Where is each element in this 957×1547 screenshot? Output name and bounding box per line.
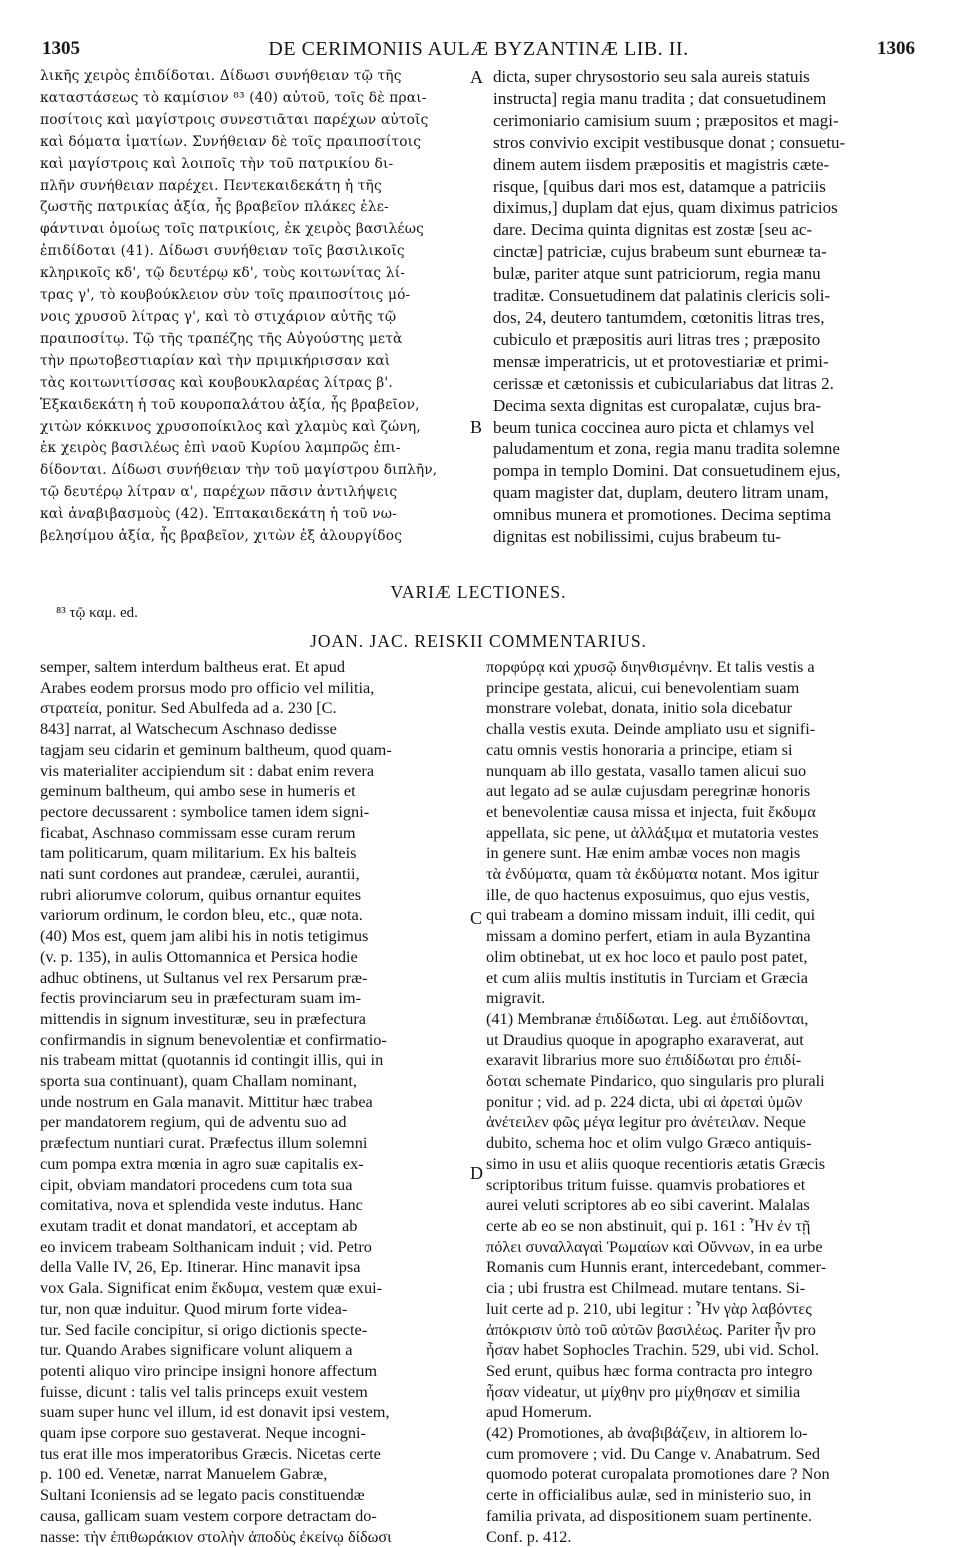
text-line: nati sunt cordones aut prandeæ, cærulei, aurantii, bbox=[40, 864, 360, 884]
text-line: fuisse, dicunt : talis vel talis princeps exuit vestem bbox=[40, 1381, 368, 1401]
text-line: apud Homerum. bbox=[486, 1402, 592, 1422]
text-line: exaravit librarius more suo ἐπιδίδωται pro ἐπιδί- bbox=[486, 1050, 802, 1070]
margin-letter-a: A bbox=[470, 67, 483, 87]
text-line: quam magister dat, duplam, deutero litram unam, bbox=[493, 483, 829, 503]
text-line: τῷ δευτέρῳ λίτραν α', παρέχων πᾶσιν ἀντιλήψεις bbox=[40, 484, 398, 501]
text-line: dos, 24, deutero tantumdem, cœtonitis litras tres, bbox=[493, 307, 825, 327]
commentary-left-column bbox=[40, 657, 484, 1547]
text-line: causa, gallicam suam vestem corpore detractam do- bbox=[40, 1505, 377, 1525]
text-line: ficabat, Aschnaso commissam esse curam rerum bbox=[40, 822, 356, 842]
text-line: per mandatorem regium, qui de adventu suo ad bbox=[40, 1112, 347, 1132]
text-line: principe gestata, alicui, cui benevolentiam suam bbox=[486, 677, 800, 697]
text-line: adhuc obtinens, ut Sultanus vel rex Persarum præ- bbox=[40, 967, 368, 987]
text-line: nunquam ab illo gestata, vasallo tamen alicui suo bbox=[486, 760, 807, 780]
text-line: τὰ ἐνδύματα, quam τὰ ἐκδύματα notant. Mos igitur bbox=[486, 864, 819, 884]
commentary-heading: JOAN. JAC. REISKII COMMENTARIUS. bbox=[310, 631, 647, 651]
text-line: (v. p. 135), in aulis Ottomannica et Persica hodie bbox=[40, 946, 358, 966]
text-line: cerissæ et cætonissis et cubiculariabus dat litras 2. bbox=[493, 373, 834, 393]
text-line: bulæ, pariter atque sunt patriciorum, regia manu bbox=[493, 264, 821, 284]
text-line: ζωστῆς πατρικίας ἀξία, ἧς βραβεῖον πλάκες ἐλε- bbox=[40, 199, 389, 216]
text-line: ponitur ; vid. ad p. 224 dicta, ubi αἱ ἀρεταὶ ὑμῶν bbox=[486, 1091, 803, 1111]
text-line: Sultani Iconiensis ad se legato pacis constituendæ bbox=[40, 1485, 365, 1505]
text-line: Decima sexta dignitas est curopalatæ, cujus bra- bbox=[493, 395, 822, 415]
text-line: ἐκ χειρὸς βασιλέως ἐπὶ ναοῦ Κυρίου λαμπρῶς ἐπι- bbox=[40, 440, 401, 457]
text-line: omnibus munera et promotiones. Decima septima bbox=[493, 505, 832, 525]
text-line: challa vestis exuta. Deinde ampliato usu et signifi- bbox=[486, 719, 816, 739]
text-line: mensæ imperatricis, ut et protovestiariæ et primi- bbox=[493, 351, 829, 371]
text-line: Sed erunt, quibus hæc forma contracta pro integro bbox=[486, 1360, 813, 1380]
text-line: in genere sunt. Hæ enim ambæ voces non magis bbox=[486, 843, 801, 863]
text-line: καὶ ἀναβιβασμοὺς (42). Ἑπτακαιδεκάτη ἡ τοῦ νω- bbox=[40, 506, 397, 523]
text-line: πραιποσίτῳ. Τῷ τῆς τραπέζης τῆς Αὐγούστης μετὰ bbox=[40, 330, 403, 347]
text-line: unde nostrum en Gala manavit. Mittitur hæc trabea bbox=[40, 1091, 373, 1111]
text-line: et cum aliis multis institutis in Turciam et Græcia bbox=[486, 967, 808, 987]
footnote: ⁸³ τῷ καμ. ed. bbox=[56, 605, 138, 621]
running-title: DE CERIMONIIS AULÆ BYZANTINÆ LIB. II. bbox=[268, 38, 689, 60]
page-number-left: 1305 bbox=[42, 38, 80, 59]
text-line: suam super hunc vel illum, id est donavit ipsi vestem, bbox=[40, 1402, 390, 1422]
text-line: cubiculo et præpositis auri litras tres ; præposito bbox=[493, 329, 821, 349]
text-line: tam politicarum, quam militarium. Ex his balteis bbox=[40, 843, 357, 863]
text-line: δίδονται. Δίδωσι συνήθειαν τὴν τοῦ μαγίστρου διπλῆν, bbox=[40, 462, 438, 479]
text-line: simo in usu et aliis quoque recentioris ætatis Græcis bbox=[486, 1153, 826, 1173]
text-line: ἀπόκρισιν ὑπὸ τοῦ αὐτῶν βασιλέως. Pariter ἦν pro bbox=[486, 1319, 816, 1339]
text-line: rubri aliorumve colorum, quibus ornantur equites bbox=[40, 884, 362, 904]
text-line: cinctæ] patriciæ, cujus brabeum sunt eburneæ ta- bbox=[493, 242, 827, 262]
text-line: monstrare volebat, donata, initio sola dicebatur bbox=[486, 698, 793, 718]
text-line: tus erat ille mos imperatoribus Græcis. Nicetas certe bbox=[40, 1443, 381, 1463]
text-line: dinem autem iisdem præpositis et magistris cæte- bbox=[493, 154, 830, 174]
text-line: ut Draudius quoque in apographo exaraverat, aut bbox=[486, 1029, 804, 1049]
text-line: risque, [quibus dari mos est, datamque a patriciis bbox=[493, 176, 826, 196]
text-line: dare. Decima quinta dignitas est zostæ [seu ac- bbox=[493, 220, 813, 240]
text-line: semper, saltem interdum baltheus erat. Et apud bbox=[40, 657, 345, 676]
text-line: aut legato ad se aulæ cujusdam peregrinæ honoris bbox=[486, 781, 811, 801]
text-line: tagjam seu cidarin et geminum baltheum, quod quam- bbox=[40, 739, 392, 759]
text-line: della Valle IV, 26, Ep. Itinerar. Hinc manavit ipsa bbox=[40, 1257, 361, 1277]
text-line: cum promovere ; vid. Du Cange v. Anabatrum. Sed bbox=[486, 1443, 820, 1463]
text-line: καὶ μαγίστροις καὶ λοιποῖς τὴν τοῦ πατρικίου δι- bbox=[40, 155, 394, 172]
text-line: Arabes eodem prorsus modo pro officio vel militia, bbox=[40, 677, 375, 697]
text-line: φάντιναι ὁμοίως τοῖς πατρικίοις, ἐκ χειρὸς βασιλέως bbox=[40, 221, 425, 238]
text-line: καὶ δόματα ἱματίων. Συνήθειαν δὲ τοῖς πραιποσίτοις bbox=[40, 133, 422, 150]
text-line: potenti aliquo viro principe insigni honore affectum bbox=[40, 1360, 378, 1380]
text-line: mittendis in signum investituræ, seu in præfectura bbox=[40, 1008, 367, 1028]
text-line: vox Gala. Significat enim ἔκδυμα, vestem quæ exui- bbox=[40, 1278, 383, 1298]
text-line: nasse: τὴν ἐπιθωράκιον στολὴν ἀποδὺς ἐκείνῳ δίδωσι bbox=[40, 1526, 392, 1546]
text-line: ἀνέτειλεν φῶς μέγα legitur pro ἀνέτειλαν. Neque bbox=[486, 1112, 806, 1132]
text-line: ille, de quo hactenus exposuimus, quo ejus vestis, bbox=[486, 884, 810, 904]
commentary-right-column bbox=[486, 657, 930, 1547]
text-line: pectore decussarent : symbolice tamen idem signi- bbox=[40, 801, 370, 821]
margin-letter-b: B bbox=[470, 417, 483, 437]
text-line: τρας γ', τὸ κουβούκλειον σὺν τοῖς πραιποσίτοις μό- bbox=[40, 287, 411, 304]
text-line: στρατεία, ponitur. Sed Abulfeda ad a. 230 [C. bbox=[40, 698, 337, 718]
text-line: p. 100 ed. Venetæ, narrat Manuelem Gabræ, bbox=[40, 1464, 328, 1484]
text-line: τὰς κοιτωνιτίσσας καὶ κουβουκλαρέας λίτρας β'. bbox=[40, 374, 393, 391]
text-line: βελησίμου ἀξία, ἧς βραβεῖον, χιτὼν ἐξ ἁλουργίδος bbox=[40, 528, 403, 545]
text-line: ἐπιδίδοται (41). Δίδωσι συνήθειαν τοῖς βασιλικοῖς bbox=[40, 243, 405, 260]
text-line: sporta sua continuant), quam Challam nominant, bbox=[40, 1071, 357, 1091]
text-line: pompa in templo Domini. Dat consuetudinem ejus, bbox=[493, 461, 841, 481]
text-line: tur, non quæ induitur. Quod mirum forte videa- bbox=[40, 1298, 348, 1318]
margin-letter-c: C bbox=[470, 908, 483, 928]
text-line: πορφύρᾳ καὶ χρυσῷ διηνθισμένην. Et talis vestis a bbox=[486, 657, 815, 676]
text-line: δοται schemate Pindarico, quo singularis pro plurali bbox=[486, 1071, 825, 1091]
text-line: dubito, schema hoc et olim vulgo Græco antiquis- bbox=[486, 1133, 812, 1153]
text-line: ἦσαν habet Sophocles Trachin. 529, ubi vid. Schol. bbox=[486, 1340, 820, 1360]
text-line: λικῆς χειρὸς ἐπιδίδοται. Δίδωσι συνήθειαν τῷ τῆς bbox=[40, 68, 402, 84]
text-line: τὴν πρωτοβεστιαρίαν καὶ τὴν πριμικήρισσαν καὶ bbox=[40, 352, 391, 369]
text-line: Conf. p. 412. bbox=[486, 1526, 572, 1546]
text-line: cerimoniario camisium suum ; præpositos et magi- bbox=[493, 110, 839, 130]
text-line: exutam tradit et donat mandatori, et acceptam ab bbox=[40, 1215, 358, 1235]
text-line: dignitas est nobilissimi, cujus brabeum tu- bbox=[493, 527, 782, 547]
text-line: ποσίτοις καὶ μαγίστροις συνεστιᾶται παρέχων αὐτοῖς bbox=[40, 111, 429, 128]
text-line: luit certe ad p. 210, ubi legitur : Ἦν γὰρ λαβόντες bbox=[486, 1298, 812, 1318]
text-line: paludamentum et zona, regia manu tradita solemne bbox=[493, 439, 840, 459]
text-line: familia privata, ad dispositionem suam pertinente. bbox=[486, 1505, 812, 1525]
text-line: variorum ordinum, le cordon bleu, etc., quæ nota. bbox=[40, 905, 363, 925]
text-line: certe in officialibus aulæ, sed in ministerio suo, in bbox=[486, 1485, 812, 1505]
text-line: (42) Promotiones, ab ἀναβιβάζειν, in altiorem lo- bbox=[486, 1423, 808, 1443]
text-line: (41) Membranæ ἐπιδίδωται. Leg. aut ἐπιδίδονται, bbox=[486, 1008, 809, 1028]
text-line: olim obtinebat, ut ex hoc loco et paulo post patet, bbox=[486, 946, 808, 966]
text-line: eo invicem trabeam Solthanicam induit ; vid. Petro bbox=[40, 1236, 372, 1256]
text-line: præfectum nuntiari curat. Præfectus illum solemni bbox=[40, 1133, 368, 1153]
text-line: 843] narrat, al Watschecum Aschnaso dedisse bbox=[40, 719, 337, 739]
text-line: cipit, obviam mandatori procedens cum tota sua bbox=[40, 1174, 353, 1194]
text-line: certe ab eo se non abstinuit, qui p. 161 : Ἦν ἐν τῇ bbox=[486, 1215, 811, 1235]
page-number-right: 1306 bbox=[877, 38, 915, 59]
text-line: stros convivio excipit vestibusque donat ; consuetu- bbox=[493, 132, 846, 152]
text-line: migravit. bbox=[486, 988, 546, 1008]
text-line: scriptoribus tritum fuisse. quamvis probatiores et bbox=[486, 1174, 806, 1194]
text-line: χιτὼν κόκκινος χρυσοποίκιλος καὶ χλαμὺς καὶ ζώνη, bbox=[40, 418, 421, 435]
text-line: missam a domino perfert, etiam in aula Byzantina bbox=[486, 926, 811, 946]
text-line: diximus,] duplam dat ejus, quam diximus patricios bbox=[493, 198, 838, 218]
text-line: beum tunica coccinea auro picta et chlamys vel bbox=[493, 417, 815, 437]
text-line: comitativa, nova et splendida veste indutus. Hanc bbox=[40, 1195, 363, 1215]
text-line: quomodo poterat curopalata promotiones dare ? Non bbox=[486, 1464, 830, 1484]
margin-letter-d: D bbox=[470, 1163, 483, 1183]
text-line: geminum baltheum, qui ambo sese in humeris et bbox=[40, 781, 356, 801]
text-line: Ἑξκαιδεκάτη ἡ τοῦ κουροπαλάτου ἀξία, ἧς βραβεῖον, bbox=[40, 396, 420, 413]
text-line: appellata, sic pene, ut ἀλλάξιμα et mutatoria vestes bbox=[486, 822, 819, 842]
text-line: πλῆν συνήθειαν παρέχει. Πεντεκαιδεκάτη ἡ τῆς bbox=[40, 177, 382, 194]
text-line: ἦσαν videatur, ut μίχθην pro μίχθησαν et similia bbox=[486, 1381, 801, 1401]
text-line: qui trabeam a domino missam induit, illi cedit, qui bbox=[486, 905, 816, 925]
text-line: instructa] regia manu tradita ; dat consuetudinem bbox=[493, 88, 827, 108]
text-line: tur. Quando Arabes significare volunt aliquem a bbox=[40, 1340, 353, 1360]
text-line: dicta, super chrysostorio seu sala aureis statuis bbox=[493, 67, 810, 86]
text-line: et benevolentiæ causa missa et injecta, fuit ἔκδυμα bbox=[486, 801, 816, 821]
text-line: κληρικοῖς κδ', τῷ δευτέρῳ κδ', τοὺς κοιτωνίτας λί- bbox=[40, 265, 406, 282]
text-line: (40) Mos est, quem jam alibi his in notis tetigimus bbox=[40, 926, 369, 946]
text-line: πόλει συναλλαγαὶ Ῥωμαίων καὶ Οὔννων, in ea urbe bbox=[486, 1236, 823, 1256]
text-line: Romanis cum Hunnis erant, intercedebant, commer- bbox=[486, 1257, 827, 1277]
greek-text-column bbox=[40, 66, 476, 548]
text-line: quam ipse corpore suo gestaverat. Neque incogni- bbox=[40, 1423, 366, 1443]
text-line: traditæ. Consuetudinem dat palatinis clericis soli- bbox=[493, 286, 831, 306]
text-line: catu omnis vestis honoraria a principe, etiam si bbox=[486, 739, 793, 759]
text-line: καταστάσεως τὸ καμίσιον ⁸³ (40) αὐτοῦ, τοῖς δὲ πραι- bbox=[40, 89, 427, 106]
text-line: tur. Sed facile concipitur, si origo dictionis specte- bbox=[40, 1319, 368, 1339]
text-line: νοις χρυσοῦ λίτρας γ', καὶ τὸ στιχάριον αὐτῆς τῷ bbox=[40, 308, 397, 325]
text-line: confirmandis in signum benevolentiæ et confirmatio- bbox=[40, 1029, 387, 1049]
text-line: vis materialiter accipiendum sit : dabat enim revera bbox=[40, 760, 375, 780]
variae-lectiones-heading: VARIÆ LECTIONES. bbox=[390, 582, 567, 602]
text-line: cia ; ubi frustra est Chilmead. mutare tentans. Si- bbox=[486, 1278, 806, 1298]
text-line: cum pompa extra mœnia in agro suæ capitalis ex- bbox=[40, 1153, 364, 1173]
latin-text-column bbox=[493, 66, 929, 548]
text-line: aurei veluti scriptores ab eo sibi caverint. Malalas bbox=[486, 1195, 810, 1215]
text-line: nis trabeam mittat (quotannis id contingit illis, qui in bbox=[40, 1050, 384, 1070]
text-line: fectis provinciarum seu in præfecturam suam im- bbox=[40, 988, 362, 1008]
